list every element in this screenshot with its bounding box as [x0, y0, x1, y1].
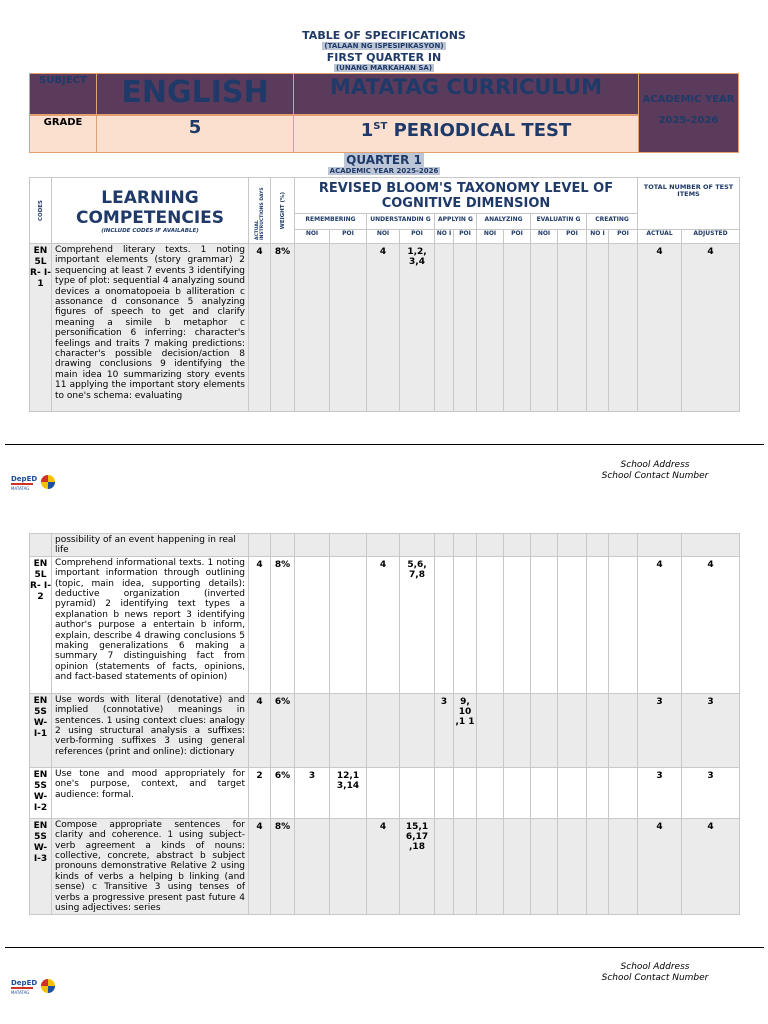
cell-poi-remembering: [330, 818, 367, 914]
weight-header: WEIGHT (%): [271, 178, 295, 244]
table-row: [30, 534, 740, 557]
row-code: [30, 534, 52, 557]
actual-header: ACTUAL: [638, 230, 682, 244]
academic-year-value: 2025-2026: [658, 115, 719, 126]
cell-poi-applying: [454, 244, 477, 412]
cell-noi-creating: [587, 818, 609, 914]
table-row: [30, 244, 740, 412]
row-competency: Comprehend informational texts. 1 noting important information through outlining (topic, main idea, supporting details): deductive organization (inverted pyramid) 2 identifying text types a explanation b news report 3 identifying author's purpose a entertain b inform, explain, describe 4 drawing conclusions 5 making generalizations 6 making a summary 7 distinguishing fact from opinion (statements of facts, opinions, and fact-based statements of opinion): [52, 556, 249, 693]
cell-poi-creating: [609, 818, 638, 914]
row-code: EN 5S W- I-3: [30, 818, 52, 914]
grade-value-cell: [97, 116, 294, 152]
lc-title: LEARNING COMPETENCIES: [75, 187, 224, 228]
cell-noi-analyzing: [477, 244, 504, 412]
row-weight: 8%: [271, 818, 295, 914]
row-weight: 6%: [271, 693, 295, 767]
cell-noi-evaluating: [531, 244, 558, 412]
cell-noi-creating: [587, 767, 609, 818]
cell-poi-creating: [609, 693, 638, 767]
noi-applying: NO I: [435, 230, 454, 244]
cell-poi-understanding: 1,2, 3,4: [400, 244, 435, 412]
footer-school-address: School Address: [620, 962, 690, 972]
footer-school-contact: School Contact Number: [601, 973, 709, 983]
codes-header: CODES: [30, 178, 52, 244]
quarter-line: FIRST QUARTER IN: [326, 51, 442, 64]
cell-poi-understanding: 15,1 6,17 ,18: [400, 818, 435, 914]
row-competency: Compose appropriate sentences for clarity and coherence. 1 using subject-verb agreement a kinds of nouns: collective, concrete, abstract b subject pronouns demonstrative Relative 2 using kinds of verbs a helping b linking (and sense) c Transitive 3 using tenses of verbs a progressive present past future 4 using adjectives: series: [52, 818, 249, 914]
lc-subtitle: (INCLUDE CODES IF AVAILABLE): [101, 227, 199, 234]
deped-logo: [10, 472, 58, 492]
cell-poi-evaluating: [558, 693, 587, 767]
cell-poi-applying: [454, 818, 477, 914]
subject-band-top: [29, 73, 739, 115]
cell-poi-analyzing: [504, 244, 531, 412]
cell-poi-applying: [454, 767, 477, 818]
poi-evaluating: POI: [558, 230, 587, 244]
cell-noi-remembering: [295, 556, 330, 693]
svg-text:MATATAG: MATATAG: [11, 486, 30, 491]
row-adjusted: 4: [682, 556, 740, 693]
row-days: 4: [249, 244, 271, 412]
table-row: [30, 767, 740, 818]
cell-poi-creating: [609, 556, 638, 693]
row-days: 4: [249, 818, 271, 914]
table-row: [30, 556, 740, 693]
row-actual: 4: [638, 244, 682, 412]
row-competency: Use tone and mood appropriately for one's purpose, context, and target audience: formal.: [52, 767, 249, 818]
cell-noi-analyzing: [477, 818, 504, 914]
cell-noi-creating: [587, 693, 609, 767]
row-adjusted: 4: [682, 244, 740, 412]
poi-analyzing: POI: [504, 230, 531, 244]
row-code: EN 5S W- I-2: [30, 767, 52, 818]
quarter-ay: ACADEMIC YEAR 2025-2026: [329, 167, 439, 175]
cell-poi-remembering: 12,1 3,14: [330, 767, 367, 818]
cell-noi-understanding: [367, 767, 400, 818]
cell-noi-understanding: 4: [367, 818, 400, 914]
doc-title-tl: (TALAAN NG ISPESIPIKASYON): [324, 42, 444, 50]
svg-text:MATATAG: MATATAG: [11, 990, 30, 995]
lc-header: [52, 178, 249, 244]
cell-poi-applying: 9, 10 ,1 1: [454, 693, 477, 767]
cell-poi-evaluating: [558, 556, 587, 693]
row-weight: 8%: [271, 556, 295, 693]
cell-noi-evaluating: [531, 818, 558, 914]
cell-noi-applying: [435, 244, 454, 412]
total-title: TOTAL NUMBER OF TEST ITEMS: [643, 183, 734, 198]
row-code: EN 5L R- I-2: [30, 556, 52, 693]
row-adjusted: 4: [682, 818, 740, 914]
row-actual: 3: [638, 693, 682, 767]
noi-remembering: NOI: [295, 230, 330, 244]
level-analyzing: ANALYZING: [477, 214, 531, 230]
noi-creating: NO I: [587, 230, 609, 244]
cell-noi-understanding: 4: [367, 556, 400, 693]
cell-poi-analyzing: [504, 693, 531, 767]
curriculum-cell: [294, 74, 639, 114]
cell-noi-evaluating: [531, 693, 558, 767]
tos-table-page1: [29, 177, 740, 412]
row-days: 4: [249, 556, 271, 693]
cell-poi-understanding: [400, 767, 435, 818]
cell-noi-applying: [435, 818, 454, 914]
row-actual: 3: [638, 767, 682, 818]
row-competency: Comprehend literary texts. 1 noting important elements (story grammar) 2 sequencing at least 7 events 3 identifying type of plot: sequential 4 analyzing sound devices a onomatopoeia b alliteration c assonance d consonance 5 analyzing figures of speech to get and clarify meaning a simile b metaphor c personification 6 inferring: character's feelings and traits 7 making predictions: character's possible decision/action 8 drawing conclusions 9 identifying the main idea 10 summarizing story events 11 applying the important story elements to one's schema: evaluating: [52, 244, 249, 412]
cell-noi-evaluating: [531, 556, 558, 693]
subject-label: SUBJECT: [39, 75, 87, 86]
poi-remembering: POI: [330, 230, 367, 244]
row-code: EN 5L R- I-1: [30, 244, 52, 412]
grade-label: GRADE: [43, 117, 83, 128]
cell-noi-remembering: 3: [295, 767, 330, 818]
table-row: [30, 818, 740, 914]
row-adjusted: 3: [682, 767, 740, 818]
quarter-line-tl: (UNANG MARKAHAN SA): [335, 64, 433, 72]
cell-poi-remembering: [330, 244, 367, 412]
doc-title: TABLE OF SPECIFICATIONS: [302, 29, 466, 42]
days-header: ACTUAL INSTRUCTIONS DAYS: [249, 178, 271, 244]
cell-poi-analyzing: [504, 818, 531, 914]
subject-label-cell: [30, 74, 97, 114]
subject-value: ENGLISH: [121, 75, 269, 110]
cell-noi-analyzing: [477, 693, 504, 767]
cell-poi-evaluating: [558, 767, 587, 818]
table-row: [30, 693, 740, 767]
grade-label-cell: [30, 116, 97, 152]
row-actual: 4: [638, 818, 682, 914]
row-competency: Use words with literal (denotative) and implied (connotative) meanings in sentences. 1 using context clues: analogy 2 using structural analysis a suffixes: verb-forming suffixes 3 using general references (print and online): dictionary: [52, 693, 249, 767]
noi-evaluating: NOI: [531, 230, 558, 244]
bloom-header: [295, 178, 638, 214]
page2-footer-rule: [5, 947, 764, 948]
row-weight: 8%: [271, 244, 295, 412]
academic-year-cell: [638, 73, 739, 153]
noi-understanding: NOI: [367, 230, 400, 244]
cell-poi-understanding: 5,6, 7,8: [400, 556, 435, 693]
svg-text:DepED: DepED: [11, 475, 38, 483]
academic-year-label: ACADEMIC YEAR: [642, 94, 735, 105]
cell-noi-evaluating: [531, 767, 558, 818]
cell-poi-evaluating: [558, 244, 587, 412]
cell-noi-understanding: 4: [367, 244, 400, 412]
cell-noi-applying: 3: [435, 693, 454, 767]
cell-poi-evaluating: [558, 818, 587, 914]
cell-noi-applying: [435, 556, 454, 693]
cell-poi-applying: [454, 556, 477, 693]
poi-creating: POI: [609, 230, 638, 244]
bloom-title: REVISED BLOOM'S TAXONOMY LEVEL OF COGNITIVE DIMENSION: [318, 180, 614, 211]
cell-noi-remembering: [295, 818, 330, 914]
row-adjusted: 3: [682, 693, 740, 767]
total-header: [638, 178, 740, 230]
curriculum-title: MATATAG CURRICULUM: [330, 75, 602, 99]
cell-poi-understanding: [400, 693, 435, 767]
cell-poi-remembering: [330, 693, 367, 767]
noi-analyzing: NOI: [477, 230, 504, 244]
tos-table-page2: [29, 533, 740, 915]
deped-logo: [10, 976, 58, 996]
adjusted-header: ADJUSTED: [682, 230, 740, 244]
poi-understanding: POI: [400, 230, 435, 244]
row-competency: possibility of an event happening in real life: [52, 534, 249, 557]
level-evaluating: EVALUATIN G: [531, 214, 587, 230]
page1-footer-rule: [5, 444, 764, 445]
cell-noi-creating: [587, 244, 609, 412]
row-weight: 6%: [271, 767, 295, 818]
cell-noi-understanding: [367, 693, 400, 767]
row-days: 4: [249, 693, 271, 767]
cell-poi-analyzing: [504, 556, 531, 693]
level-creating: CREATING: [587, 214, 638, 230]
test-name-cell: [294, 116, 639, 152]
row-days: 2: [249, 767, 271, 818]
cell-noi-remembering: [295, 693, 330, 767]
cell-poi-remembering: [330, 556, 367, 693]
cell-noi-analyzing: [477, 767, 504, 818]
test-name: 1ST PERIODICAL TEST: [360, 120, 572, 141]
cell-noi-remembering: [295, 244, 330, 412]
quarter-heading: QUARTER 1: [346, 153, 422, 167]
row-actual: 4: [638, 556, 682, 693]
cell-poi-creating: [609, 767, 638, 818]
cell-noi-creating: [587, 556, 609, 693]
cell-noi-analyzing: [477, 556, 504, 693]
poi-applying: POI: [454, 230, 477, 244]
cell-poi-analyzing: [504, 767, 531, 818]
level-understanding: UNDERSTANDIN G: [367, 214, 435, 230]
svg-text:DepED: DepED: [11, 979, 38, 987]
cell-noi-applying: [435, 767, 454, 818]
subject-band-bottom: [29, 115, 739, 153]
level-remembering: REMEMBERING: [295, 214, 367, 230]
grade-value: 5: [188, 117, 202, 138]
footer-school-address: School Address: [620, 460, 690, 470]
subject-value-cell: [97, 74, 294, 114]
row-code: EN 5S W- I-1: [30, 693, 52, 767]
level-applying: APPLYIN G: [435, 214, 477, 230]
cell-poi-creating: [609, 244, 638, 412]
footer-school-contact: School Contact Number: [601, 471, 709, 481]
